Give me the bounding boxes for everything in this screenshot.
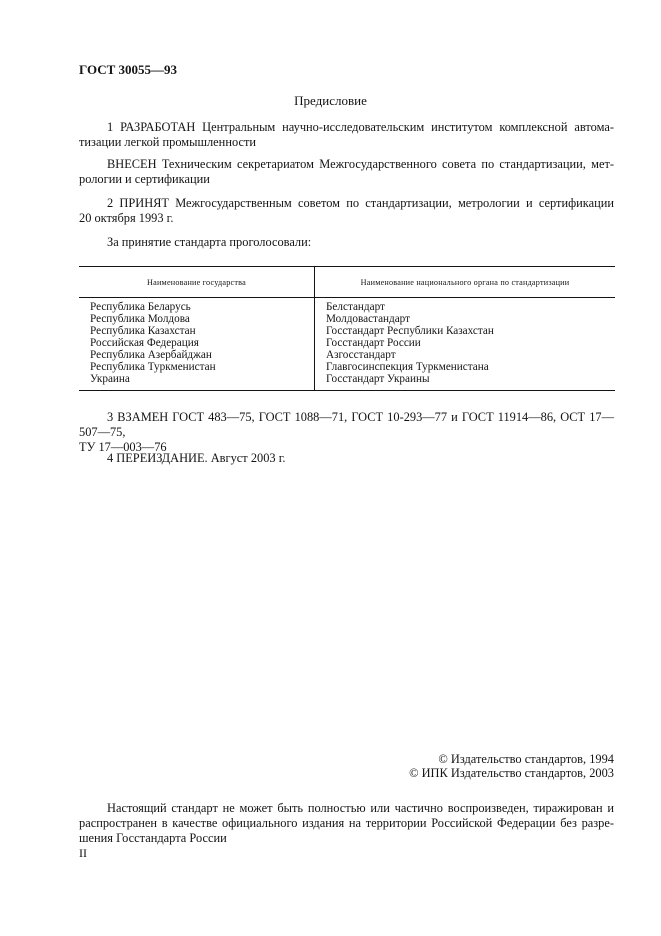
state-name: Республика Молдова	[90, 313, 190, 325]
state-name: Республика Азербайджан	[90, 349, 212, 361]
reissue-paragraph: 4 ПЕРЕИЗДАНИЕ. Август 2003 г.	[107, 451, 286, 465]
voting-table	[79, 266, 615, 391]
document-code: ГОСТ 30055—93	[79, 62, 178, 77]
notice-line-2: распространен в качестве официального издания на территории Российской Федерации без разре-	[79, 816, 614, 830]
body-name: Молдовастандарт	[326, 313, 411, 325]
state-name: Республика Беларусь	[90, 301, 191, 313]
body-name: Госстандарт России	[326, 337, 421, 349]
copyright-line-2: © ИПК Издательство стандартов, 2003	[409, 766, 614, 780]
state-name: Республика Туркменистан	[90, 361, 216, 373]
developed-by-line-2: тизации легкой промышленности	[79, 135, 256, 149]
body-name: Главгосинспекция Туркменистана	[326, 361, 489, 373]
body-name: Госстандарт Украины	[326, 373, 430, 385]
states-cell	[79, 298, 315, 391]
state-name: Российская Федерация	[90, 337, 199, 349]
submitted-by-line-2: рологии и сертификации	[79, 172, 210, 186]
body-name: Азгосстандарт	[326, 349, 396, 361]
header-body: Наименование национального органа по стандартизации	[315, 267, 616, 298]
table-row	[79, 298, 615, 391]
state-name: Республика Казахстан	[90, 325, 196, 337]
submitted-by-line-1: ВНЕСЕН Техническим секретариатом Межгосударственного совета по стандартизации, мет-	[107, 157, 614, 171]
bodies-cell	[315, 298, 616, 391]
body-name: Белстандарт	[326, 301, 385, 313]
voted-intro: За принятие стандарта проголосовали:	[107, 235, 312, 249]
state-name: Украина	[90, 373, 130, 385]
reproduction-notice	[79, 801, 614, 846]
adopted-by-paragraph	[79, 196, 614, 226]
submitted-by-paragraph	[79, 157, 614, 187]
notice-line-3: шения Госстандарта России	[79, 831, 227, 845]
header-state: Наименование государства	[79, 267, 315, 298]
section-title: Предисловие	[294, 93, 367, 108]
notice-line-1: Настоящий стандарт не может быть полностью или частично воспроизведен, тиражирован и	[107, 801, 614, 815]
body-name: Госстандарт Республики Казахстан	[326, 325, 494, 337]
developed-by-paragraph	[79, 120, 614, 150]
copyright-line-1: © Издательство стандартов, 1994	[438, 752, 614, 766]
adopted-by-line-2: 20 октября 1993 г.	[79, 211, 174, 225]
copyright-block	[409, 752, 614, 780]
page-number: II	[79, 846, 87, 860]
adopted-by-line-1: 2 ПРИНЯТ Межгосударственным советом по стандартизации, метрологии и сертификации	[107, 196, 614, 210]
replaces-line-1: 3 ВЗАМЕН ГОСТ 483—75, ГОСТ 1088—71, ГОСТ 10-293—77 и ГОСТ 11914—86, ОСТ 17—507—75,	[79, 410, 614, 439]
table-header-row	[79, 267, 615, 298]
replaces-paragraph	[79, 410, 614, 455]
replaces-line-2: ТУ 17—003—76	[79, 440, 167, 454]
developed-by-line-1: 1 РАЗРАБОТАН Центральным научно-исследовательским институтом комплексной автома-	[107, 120, 614, 134]
